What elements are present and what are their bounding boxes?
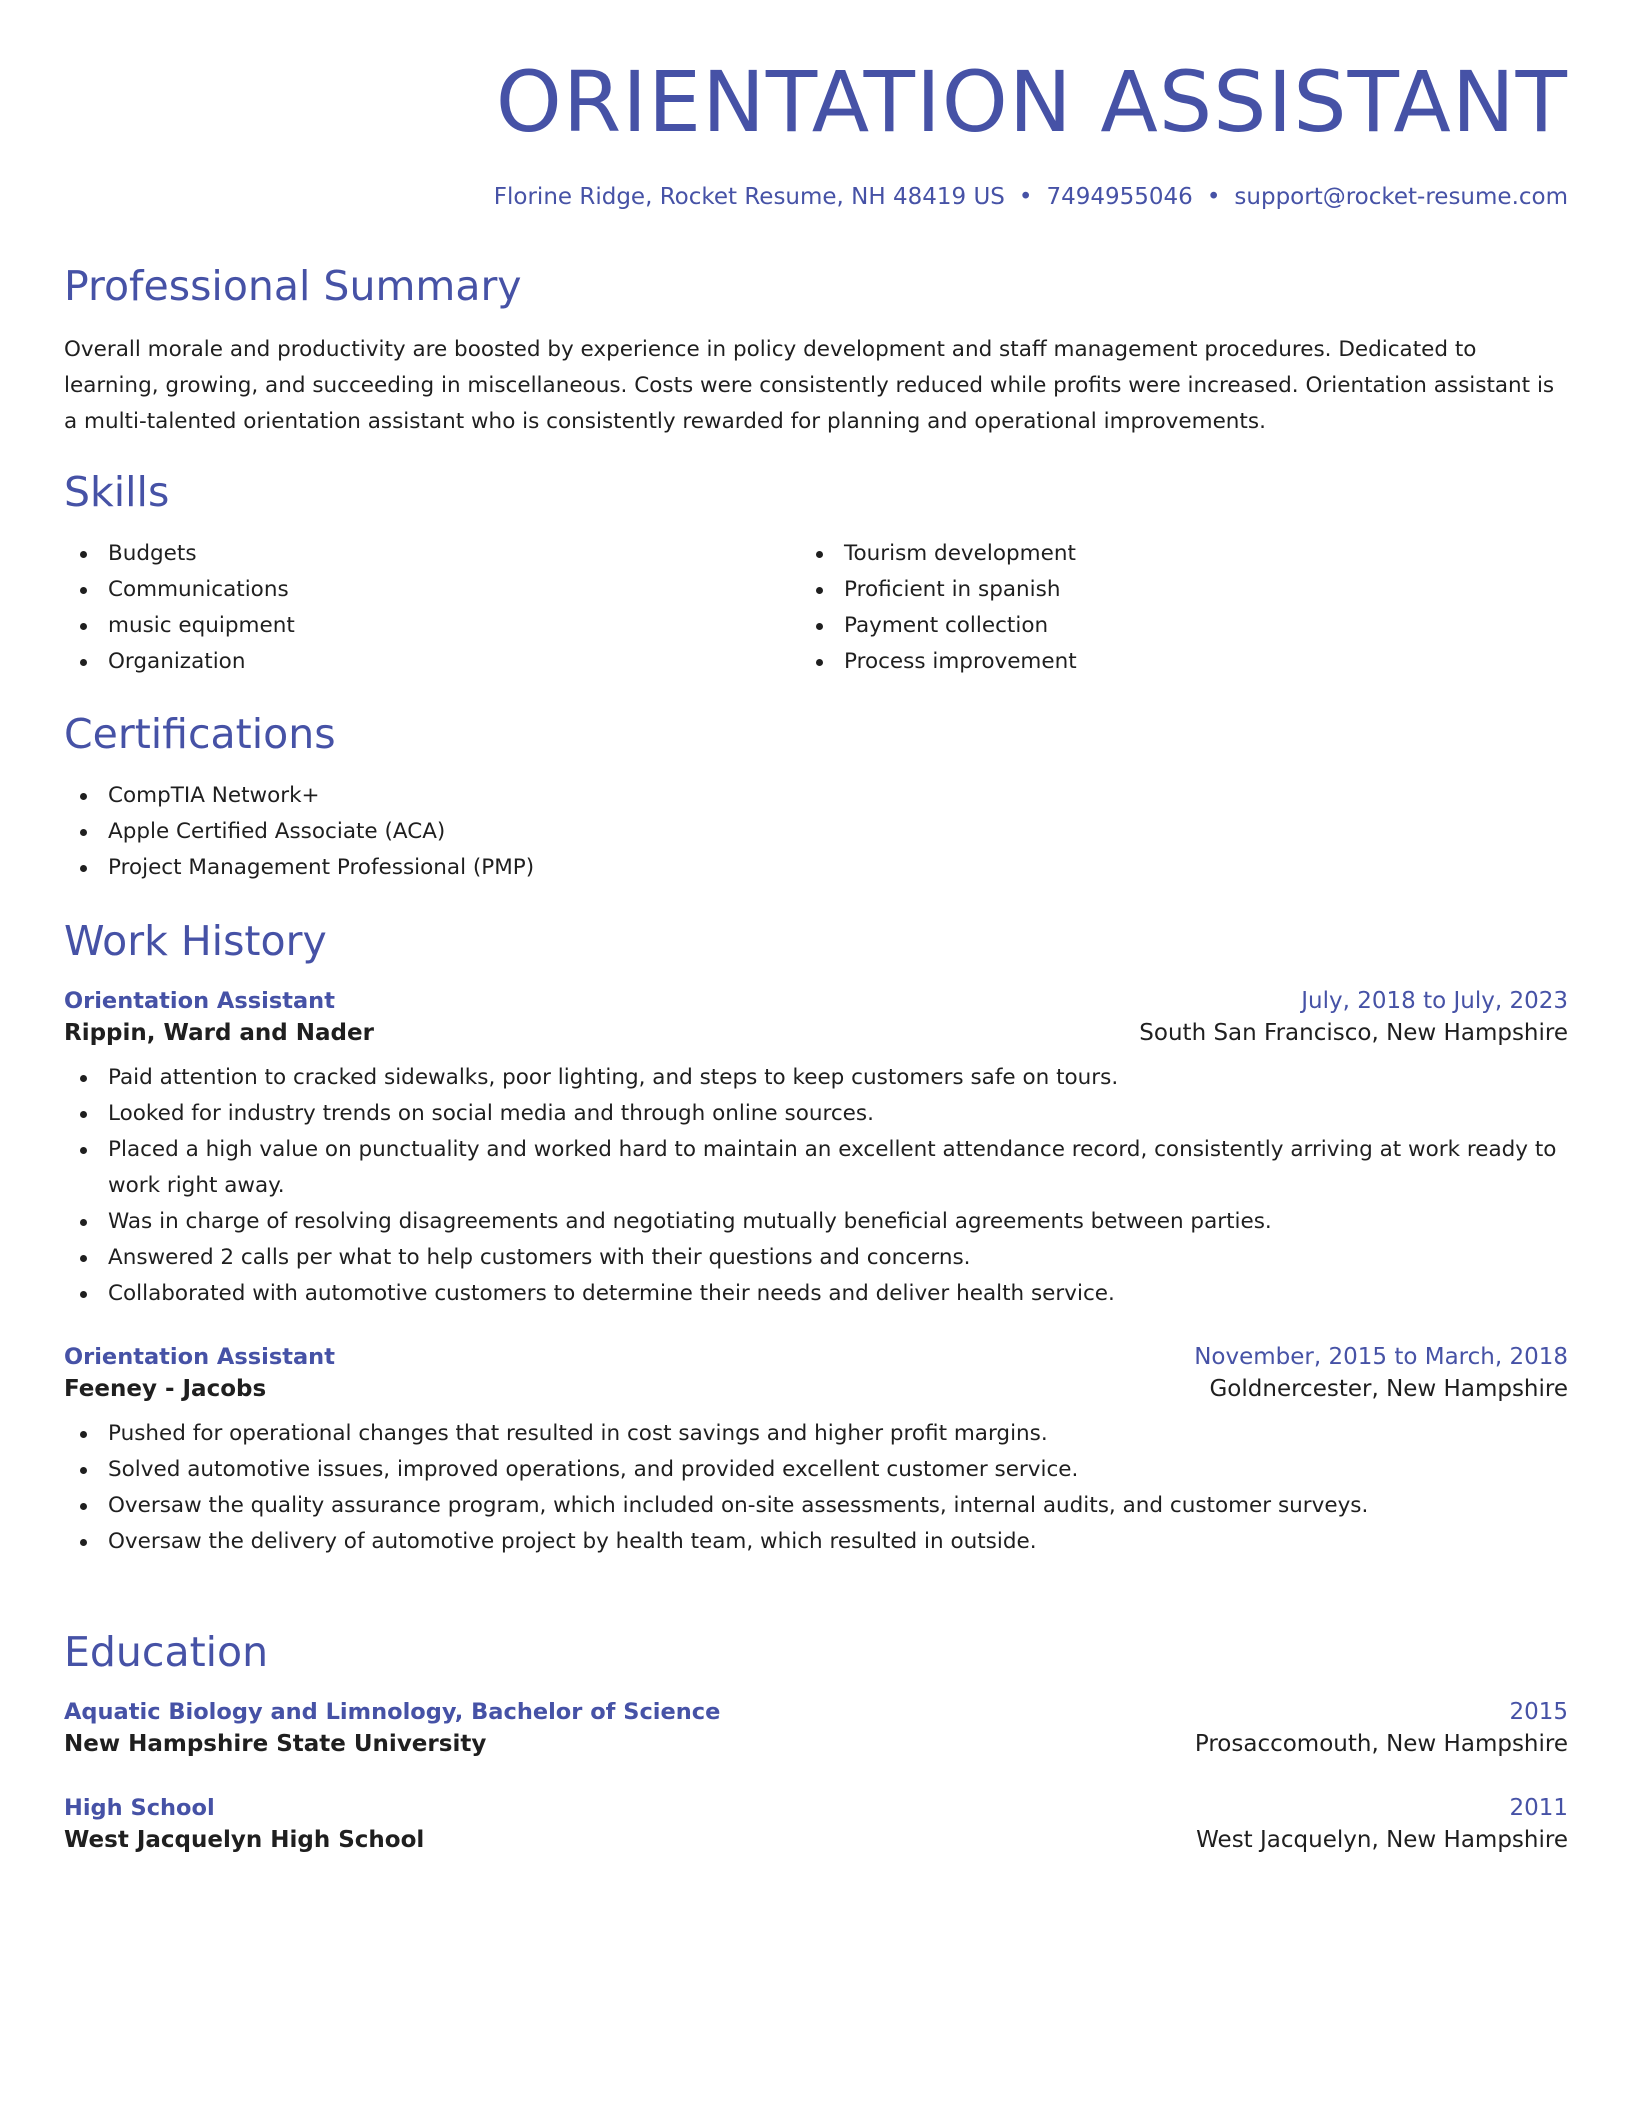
skills-section <box>64 467 1568 680</box>
job-company: Rippin, Ward and Nader <box>64 1020 374 1046</box>
education-location: West Jacquelyn, New Hampshire <box>1196 1827 1568 1853</box>
education-location: Prosaccomouth, New Hampshire <box>1194 1731 1568 1757</box>
job-bullet: Oversaw the quality assurance program, which included on-site assessments, internal audits, and customer surveys. <box>64 1488 1568 1524</box>
education-header <box>64 1795 1568 1821</box>
education-heading: Education <box>64 1628 269 1676</box>
work-history-section <box>64 916 1568 1560</box>
job-location: Goldnercester, New Hampshire <box>1209 1376 1568 1402</box>
skills-columns <box>64 536 1568 680</box>
resume-title: ORIENTATION ASSISTANT <box>495 53 1568 151</box>
education-school: New Hampshire State University <box>64 1731 487 1757</box>
job-bullets <box>64 1060 1568 1312</box>
skill-item: Proficient in spanish <box>800 572 1536 608</box>
skill-item: Budgets <box>64 536 800 572</box>
separator-dot: • <box>1018 184 1033 210</box>
education-school: West Jacquelyn High School <box>64 1827 425 1853</box>
education-subheader <box>64 1827 1568 1853</box>
education-year: 2015 <box>1509 1699 1568 1725</box>
education-section <box>64 1627 1568 1853</box>
education-year: 2011 <box>1509 1795 1568 1821</box>
job-bullet: Collaborated with automotive customers to determine their needs and deliver health service. <box>64 1276 1568 1312</box>
job-entry <box>64 1344 1568 1560</box>
education-header <box>64 1699 1568 1725</box>
education-degree: High School <box>64 1795 215 1821</box>
summary-section <box>64 261 1568 440</box>
job-dates: July, 2018 to July, 2023 <box>1301 988 1568 1014</box>
job-bullet: Pushed for operational changes that resulted in cost savings and higher profit margins. <box>64 1416 1568 1452</box>
job-header <box>64 988 1568 1014</box>
job-role: Orientation Assistant <box>64 1344 335 1370</box>
job-bullet: Looked for industry trends on social media and through online sources. <box>64 1096 1568 1132</box>
separator-dot: • <box>1206 184 1221 210</box>
skill-item: music equipment <box>64 608 800 644</box>
certification-item: Project Management Professional (PMP) <box>64 850 1568 886</box>
skill-item: Organization <box>64 644 800 680</box>
job-location: South San Francisco, New Hampshire <box>1139 1020 1568 1046</box>
certifications-list <box>64 778 1568 886</box>
job-bullet: Paid attention to cracked sidewalks, poor lighting, and steps to keep customers safe on tours. <box>64 1060 1568 1096</box>
contact-line <box>64 184 1568 210</box>
job-bullet: Oversaw the delivery of automotive project by health team, which resulted in outside. <box>64 1524 1568 1560</box>
certification-item: Apple Certified Associate (ACA) <box>64 814 1568 850</box>
job-bullets <box>64 1416 1568 1560</box>
contact-email: support@rocket-resume.com <box>1234 184 1568 210</box>
skill-item: Tourism development <box>800 536 1536 572</box>
certifications-heading: Certifications <box>64 710 336 758</box>
contact-phone: 7494955046 <box>1046 184 1193 210</box>
education-degree: Aquatic Biology and Limnology, Bachelor of Science <box>64 1699 721 1725</box>
skill-item: Payment collection <box>800 608 1536 644</box>
certifications-section <box>64 709 1568 886</box>
job-subheader <box>64 1376 1568 1402</box>
job-entry <box>64 988 1568 1312</box>
contact-address: Florine Ridge, Rocket Resume, NH 48419 US <box>493 184 1005 210</box>
skills-list-left <box>64 536 800 680</box>
job-role: Orientation Assistant <box>64 988 335 1014</box>
job-bullet: Answered 2 calls per what to help customers with their questions and concerns. <box>64 1240 1568 1276</box>
education-entry <box>64 1699 1568 1757</box>
skill-item: Communications <box>64 572 800 608</box>
skill-item: Process improvement <box>800 644 1536 680</box>
work-history-heading: Work History <box>64 917 327 965</box>
summary-text: Overall morale and productivity are boosted by experience in policy development and staff management procedures. Dedicated to learning, growing, and succeeding in miscellaneous. Costs were consistently reduced while profits were increased. Orientation assistant is a multi-talented orientation assistant who is consistently rewarded for planning and operational improvements. <box>64 337 1555 434</box>
job-company: Feeney - Jacobs <box>64 1376 267 1402</box>
certification-item: CompTIA Network+ <box>64 778 1568 814</box>
summary-heading: Professional Summary <box>64 262 522 310</box>
job-subheader <box>64 1020 1568 1046</box>
job-dates: November, 2015 to March, 2018 <box>1194 1344 1568 1370</box>
job-header <box>64 1344 1568 1370</box>
education-entry <box>64 1795 1568 1853</box>
job-bullet: Solved automotive issues, improved operations, and provided excellent customer service. <box>64 1452 1568 1488</box>
skills-heading: Skills <box>64 468 170 516</box>
job-bullet: Was in charge of resolving disagreements and negotiating mutually beneficial agreements between parties. <box>64 1204 1568 1240</box>
job-bullet: Placed a high value on punctuality and worked hard to maintain an excellent attendance record, consistently arriving at work ready to work right away. <box>64 1132 1568 1204</box>
skills-list-right <box>800 536 1536 680</box>
education-subheader <box>64 1731 1568 1757</box>
